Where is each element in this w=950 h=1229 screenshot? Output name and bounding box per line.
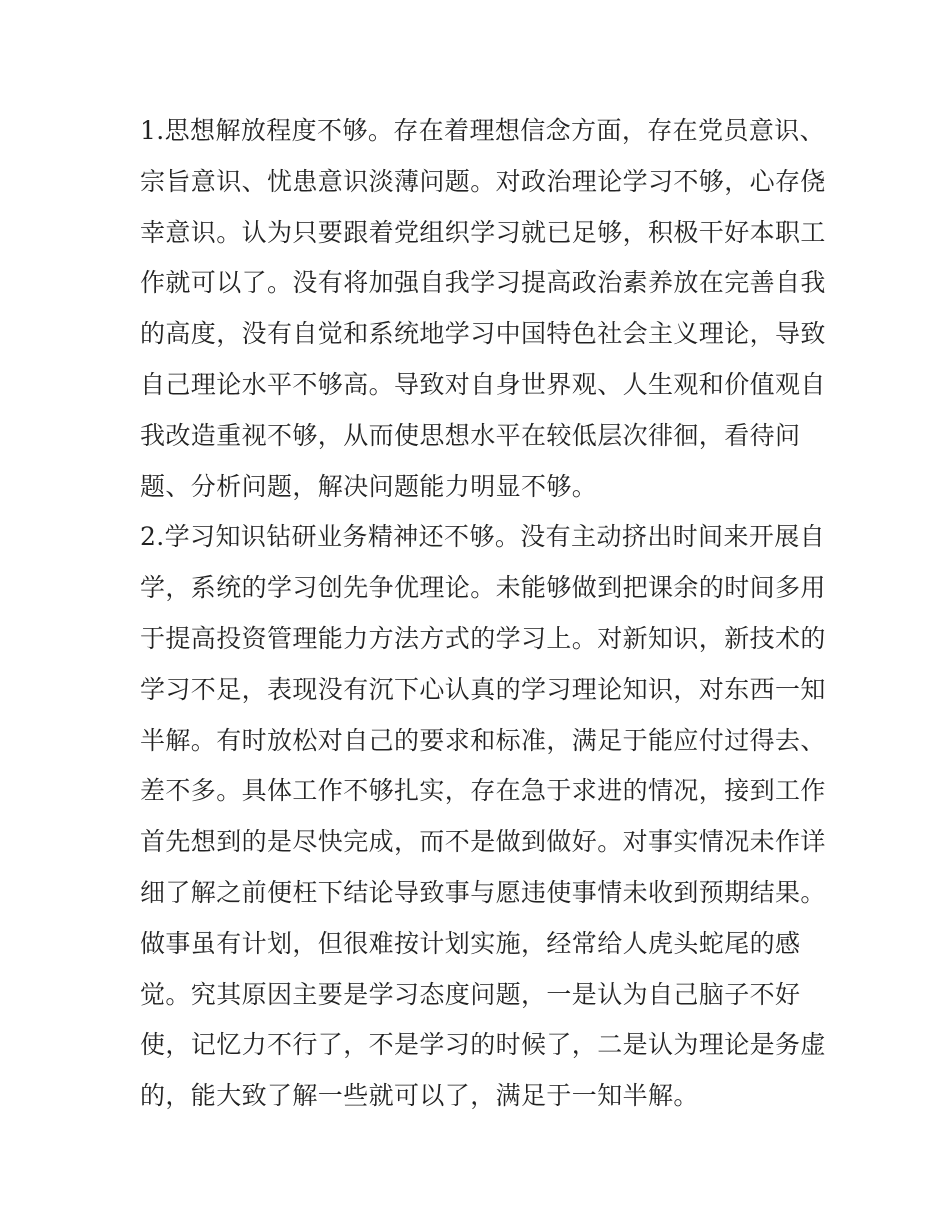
text-line: 作就可以了。没有将加强自我学习提高政治素养放在完善自我 bbox=[140, 268, 826, 298]
text-line: 的高度，没有自觉和系统地学习中国特色社会主义理论，导致 bbox=[140, 319, 826, 349]
text-line: 题、分析问题，解决问题能力明显不够。 bbox=[140, 471, 598, 501]
text-line: 做事虽有计划，但很难按计划实施，经常给人虎头蛇尾的感 bbox=[140, 928, 801, 958]
text-line: 首先想到的是尽快完成，而不是做到做好。对事实情况未作详 bbox=[140, 827, 826, 857]
text-line: 差不多。具体工作不够扎实，存在急于求进的情况，接到工作 bbox=[140, 776, 826, 806]
text-line: 自己理论水平不够高。导致对自身世界观、人生观和价值观自 bbox=[140, 369, 826, 399]
text-line: 2.学习知识钻研业务精神还不够。没有主动挤出时间来开展自 bbox=[140, 522, 826, 552]
text-line: 宗旨意识、忧患意识淡薄问题。对政治理论学习不够，心存侥 bbox=[140, 166, 826, 196]
text-line: 的，能大致了解一些就可以了，满足于一知半解。 bbox=[140, 1081, 699, 1111]
text-line: 我改造重视不够，从而使思想水平在较低层次徘徊，看待问 bbox=[140, 420, 801, 450]
text-line: 半解。有时放松对自己的要求和标准，满足于能应付过得去、 bbox=[140, 725, 826, 755]
text-line: 使，记忆力不行了，不是学习的时候了，二是认为理论是务虚 bbox=[140, 1030, 826, 1060]
document-body bbox=[140, 106, 826, 1122]
paragraph-2 bbox=[140, 512, 826, 1122]
text-line: 学习不足，表现没有沉下心认真的学习理论知识，对东西一知 bbox=[140, 674, 826, 704]
text-line: 1.思想解放程度不够。存在着理想信念方面，存在党员意识、 bbox=[140, 116, 826, 145]
text-line: 觉。究其原因主要是学习态度问题，一是认为自己脑子不好 bbox=[140, 979, 801, 1009]
text-line: 于提高投资管理能力方法方式的学习上。对新知识，新技术的 bbox=[140, 623, 826, 653]
text-line: 细了解之前便枉下结论导致事与愿违使事情未收到预期结果。 bbox=[140, 877, 826, 907]
paragraph-1 bbox=[140, 106, 826, 512]
text-line: 学，系统的学习创先争优理论。未能够做到把课余的时间多用 bbox=[140, 573, 826, 603]
text-line: 幸意识。认为只要跟着党组织学习就已足够，积极干好本职工 bbox=[140, 217, 826, 247]
